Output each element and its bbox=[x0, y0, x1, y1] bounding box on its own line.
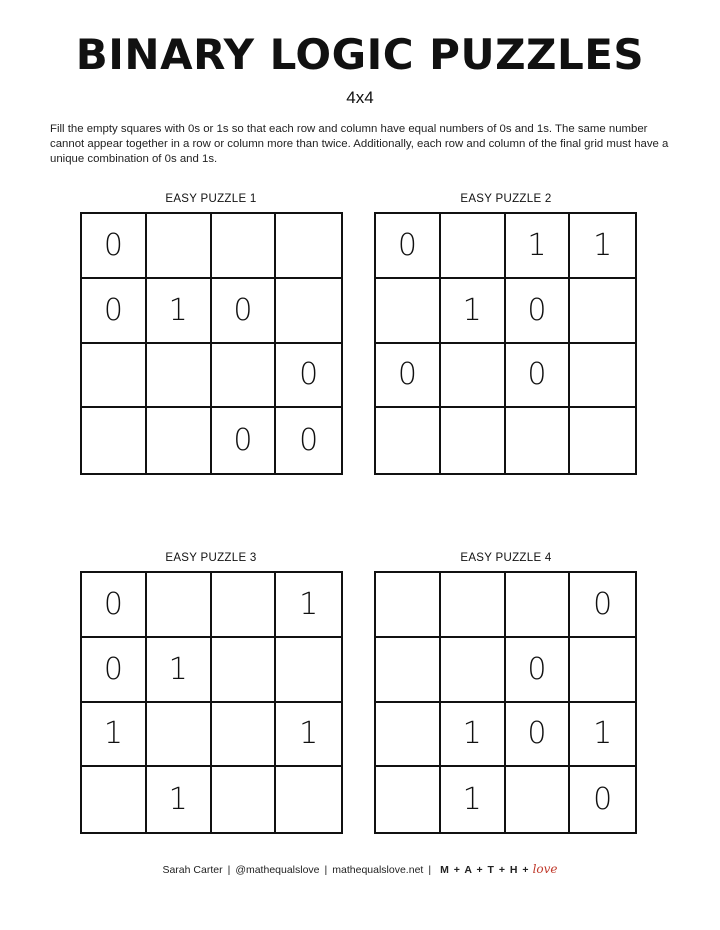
grid-cell[interactable] bbox=[212, 638, 277, 703]
grid-cell[interactable] bbox=[147, 703, 212, 768]
puzzle-2-label: EASY PUZZLE 2 bbox=[460, 193, 552, 205]
grid-cell[interactable]: 1 bbox=[82, 703, 147, 768]
grid-cell[interactable]: 0 bbox=[82, 279, 147, 344]
grid-cell[interactable] bbox=[147, 573, 212, 638]
grid-cell[interactable]: 1 bbox=[147, 279, 212, 344]
puzzle-4-label: EASY PUZZLE 4 bbox=[460, 552, 552, 564]
puzzle-1-grid bbox=[80, 212, 343, 475]
puzzle-3-label: EASY PUZZLE 3 bbox=[165, 552, 257, 564]
grid-cell[interactable]: 0 bbox=[506, 703, 571, 768]
grid-cell[interactable] bbox=[276, 638, 341, 703]
grid-cell[interactable] bbox=[276, 767, 341, 832]
grid-cell[interactable]: 1 bbox=[276, 573, 341, 638]
grid-cell[interactable] bbox=[376, 573, 441, 638]
grid-cell[interactable] bbox=[82, 344, 147, 409]
grid-cell[interactable]: 0 bbox=[506, 344, 571, 409]
grid-cell[interactable]: 1 bbox=[570, 214, 635, 279]
footer-logo: M + A + T + H + bbox=[440, 864, 530, 876]
grid-cell[interactable]: 0 bbox=[82, 214, 147, 279]
grid-cell[interactable] bbox=[147, 344, 212, 409]
grid-cell[interactable] bbox=[441, 573, 506, 638]
grid-cell[interactable] bbox=[376, 408, 441, 473]
grid-cell[interactable]: 0 bbox=[82, 638, 147, 703]
grid-cell[interactable] bbox=[506, 408, 571, 473]
grid-cell[interactable]: 1 bbox=[441, 703, 506, 768]
grid-cell[interactable] bbox=[276, 214, 341, 279]
grid-cell[interactable] bbox=[441, 214, 506, 279]
footer: Sarah Carter | @mathequalslove | mathequalslove.net | M + A + T + H + love bbox=[162, 862, 558, 876]
grid-cell[interactable]: 0 bbox=[376, 214, 441, 279]
footer-author: Sarah Carter bbox=[162, 864, 223, 876]
grid-cell[interactable] bbox=[82, 408, 147, 473]
grid-cell[interactable] bbox=[212, 767, 277, 832]
grid-cell[interactable] bbox=[506, 767, 571, 832]
footer-handle: @mathequalslove bbox=[235, 864, 320, 876]
grid-cell[interactable]: 0 bbox=[506, 279, 571, 344]
grid-cell[interactable]: 1 bbox=[441, 767, 506, 832]
grid-cell[interactable] bbox=[212, 344, 277, 409]
grid-cell[interactable]: 0 bbox=[570, 573, 635, 638]
grid-cell[interactable]: 1 bbox=[570, 703, 635, 768]
grid-cell[interactable] bbox=[376, 638, 441, 703]
grid-cell[interactable]: 1 bbox=[147, 767, 212, 832]
grid-cell[interactable] bbox=[570, 344, 635, 409]
grid-cell[interactable] bbox=[212, 703, 277, 768]
page-subtitle: 4x4 bbox=[346, 88, 374, 107]
instructions-text: Fill the empty squares with 0s or 1s so that each row and column have equal numbers of 0s and 1s. The same number cannot appear together in a row or column more than twice. Additionally, each row and column of the final grid must have a unique combination of 0s and 1s. bbox=[50, 123, 669, 165]
grid-cell[interactable] bbox=[212, 573, 277, 638]
grid-cell[interactable]: 1 bbox=[276, 703, 341, 768]
grid-cell[interactable] bbox=[570, 408, 635, 473]
grid-cell[interactable] bbox=[506, 573, 571, 638]
grid-cell[interactable] bbox=[441, 344, 506, 409]
grid-cell[interactable] bbox=[570, 279, 635, 344]
grid-cell[interactable]: 0 bbox=[82, 573, 147, 638]
footer-site: mathequalslove.net bbox=[332, 864, 424, 876]
grid-cell[interactable] bbox=[376, 767, 441, 832]
grid-cell[interactable] bbox=[147, 408, 212, 473]
grid-cell[interactable]: 0 bbox=[212, 279, 277, 344]
page-title: BINARY LOGIC PUZZLES bbox=[75, 30, 645, 79]
grid-cell[interactable] bbox=[376, 279, 441, 344]
puzzle-4-grid bbox=[374, 571, 637, 834]
puzzle-1-label: EASY PUZZLE 1 bbox=[165, 193, 257, 205]
grid-cell[interactable] bbox=[570, 638, 635, 703]
grid-cell[interactable]: 1 bbox=[441, 279, 506, 344]
grid-cell[interactable]: 0 bbox=[376, 344, 441, 409]
grid-cell[interactable]: 1 bbox=[147, 638, 212, 703]
grid-cell[interactable] bbox=[441, 408, 506, 473]
grid-cell[interactable] bbox=[276, 279, 341, 344]
grid-cell[interactable] bbox=[147, 214, 212, 279]
puzzle-3-grid bbox=[80, 571, 343, 834]
grid-cell[interactable] bbox=[212, 214, 277, 279]
grid-cell[interactable] bbox=[441, 638, 506, 703]
grid-cell[interactable]: 1 bbox=[506, 214, 571, 279]
puzzle-2-grid bbox=[374, 212, 637, 475]
grid-cell[interactable]: 0 bbox=[299, 423, 319, 459]
grid-cell[interactable]: 0 bbox=[593, 782, 613, 818]
grid-cell[interactable] bbox=[376, 703, 441, 768]
grid-cell[interactable]: 0 bbox=[276, 344, 341, 409]
grid-cell[interactable]: 0 bbox=[506, 638, 571, 703]
grid-cell[interactable] bbox=[82, 767, 147, 832]
footer-logo-love: love bbox=[532, 862, 558, 876]
grid-cell[interactable]: 0 bbox=[212, 408, 277, 473]
